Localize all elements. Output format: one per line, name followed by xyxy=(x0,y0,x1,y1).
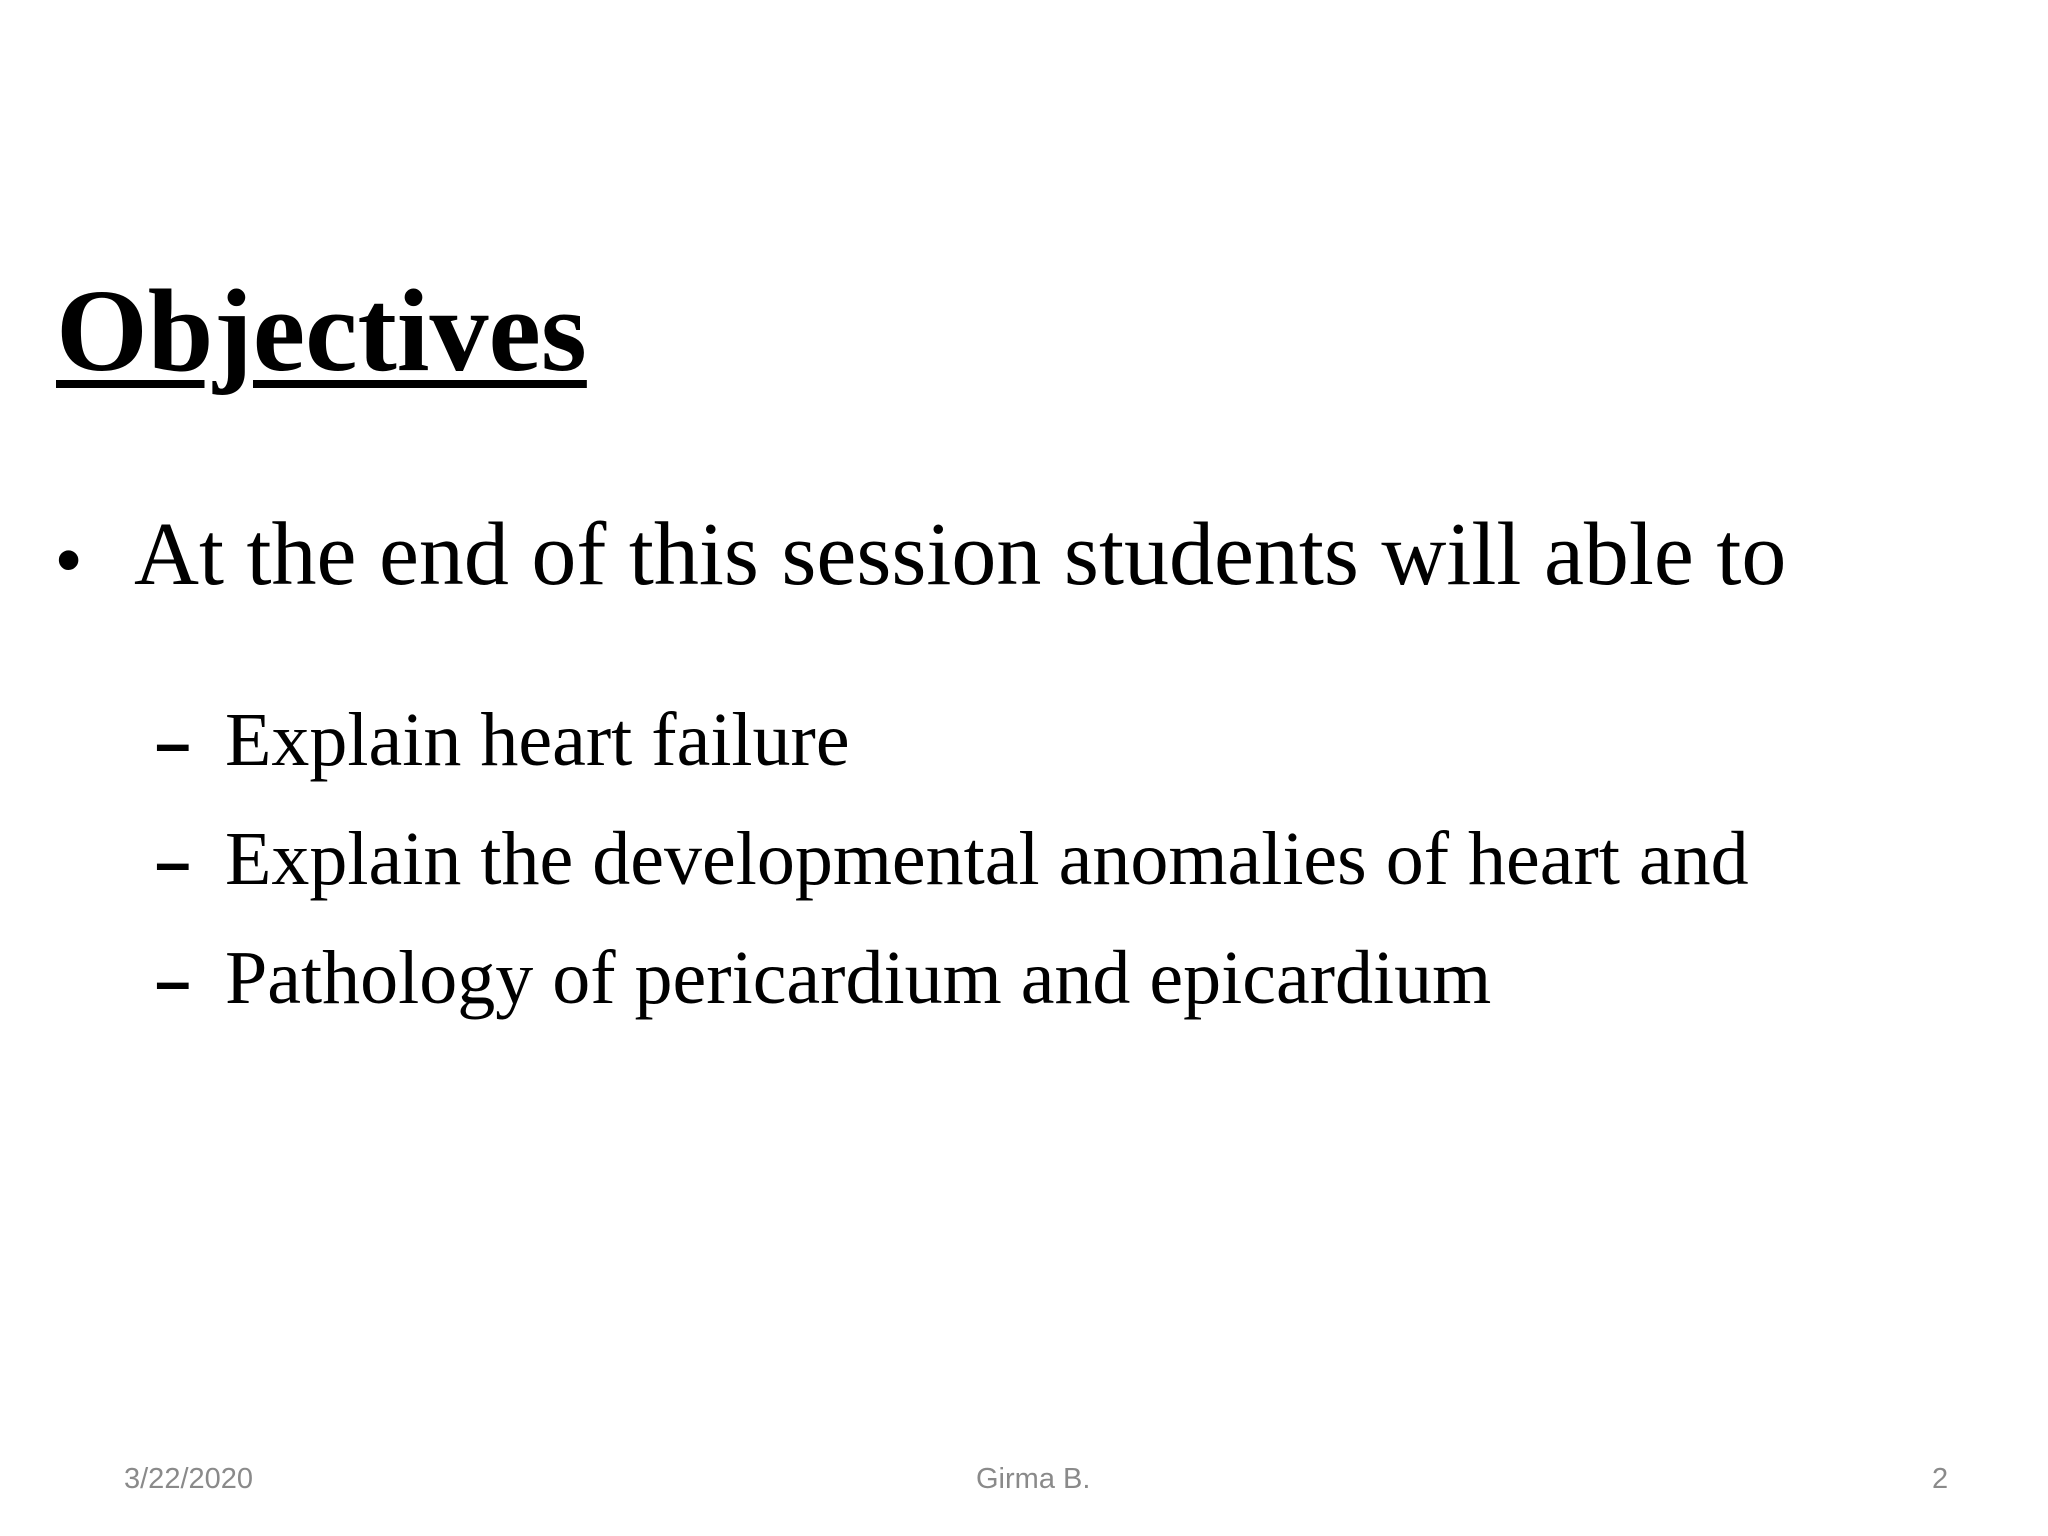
list-item-text: Pathology of pericardium and epicardium xyxy=(225,936,1492,1020)
objectives-list xyxy=(155,682,1749,1039)
footer-page-number: 2 xyxy=(1932,1463,1949,1495)
list-item-text: Explain the developmental anomalies of heart and xyxy=(225,817,1749,901)
footer-author: Girma B. xyxy=(976,1463,1091,1495)
list-item xyxy=(155,801,1749,920)
list-item xyxy=(155,920,1749,1039)
dash-icon: – xyxy=(155,707,191,779)
bullet-icon: • xyxy=(56,520,82,600)
dash-icon: – xyxy=(155,826,191,898)
footer-date: 3/22/2020 xyxy=(124,1463,254,1495)
dash-icon: – xyxy=(155,945,191,1017)
list-item-text: Explain heart failure xyxy=(225,698,850,782)
slide-title: Objectives xyxy=(56,265,587,396)
main-bullet xyxy=(56,505,1786,605)
list-item xyxy=(155,682,1749,801)
main-bullet-text: At the end of this session students will able to xyxy=(134,505,1787,604)
